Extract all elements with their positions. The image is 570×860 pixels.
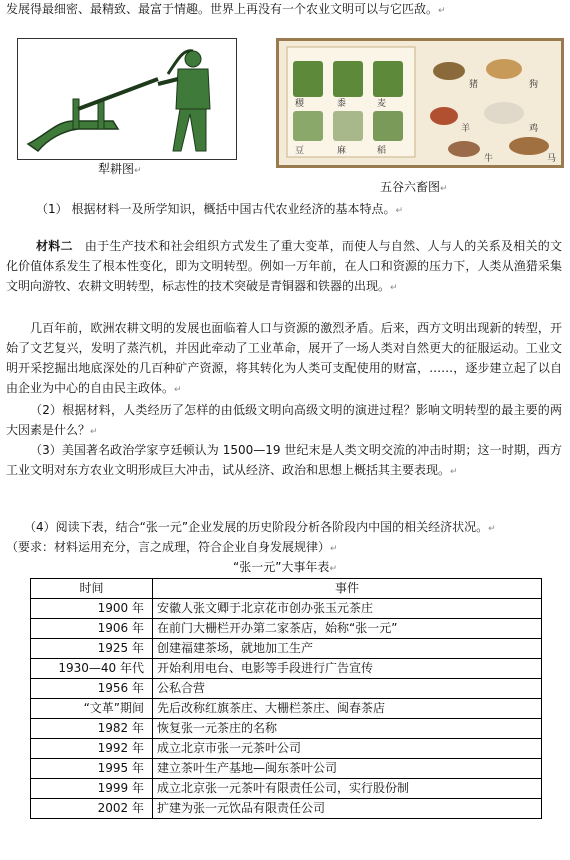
cell-event: 恢复张一元茶庄的名称: [153, 719, 542, 739]
animal-label: 鸡: [529, 124, 539, 134]
cell-event: 扩建为张一元饮品有限责任公司: [153, 799, 542, 819]
plow-figure-caption: 犁耕图↵: [98, 162, 142, 176]
cell-time: 1992 年: [31, 739, 153, 759]
cell-time: 1906 年: [31, 619, 153, 639]
question-4-line-1: （4）阅读下表，结合“张一元”企业发展的历史阶段分析各阶段内中国的相关经济状况。↵: [24, 520, 496, 534]
cell-time: 1900 年: [31, 599, 153, 619]
cell-time: 1930—40 年代: [31, 659, 153, 679]
cell-time: 1925 年: [31, 639, 153, 659]
cell-event: 成立北京张一元茶叶有限责任公司，实行股份制: [153, 779, 542, 799]
animal-label: 猪: [469, 80, 479, 90]
table-row: [31, 619, 542, 639]
plow-illustration: [17, 38, 237, 160]
animal-label: 牛: [484, 154, 494, 164]
table-row: [31, 639, 542, 659]
question-2: （2）根据材料，人类经历了怎样的由低级文明向高级文明的演进过程？影响文明转型的最主要的两大因素是什么？↵: [6, 403, 562, 437]
question-1: （1） 根据材料一及所学知识，概括中国古代农业经济的基本特点。↵: [36, 202, 403, 216]
question-4-line-2: （要求：材料运用充分，言之成理，符合企业自身发展规律）↵: [6, 540, 338, 554]
intro-text-line: 发展得最细密、最精致、最富于情趣。世界上再没有一个农业文明可以与它匹敌。↵: [6, 2, 446, 16]
cell-event: 成立北京市张一元茶叶公司: [153, 739, 542, 759]
table-header-row: [31, 579, 542, 599]
material-2-paragraph-2: 几百年前，欧洲农耕文明的发展也面临着人口与资源的激烈矛盾。后来，西方文明出现新的转型，开始了文艺复兴，发明了蒸汽机，并因此牵动了工业革命，展开了一场人类对自然更大的征服运动。工业文明开采挖掘出地底深处的几百种矿产资源，将其转化为人类可支配使用的财富，……，逐步建立起了以自由企业为中心的自由民主政体。↵: [6, 321, 562, 395]
table-row: [31, 599, 542, 619]
crop-label: 麻: [337, 146, 347, 156]
question-3: （3）美国著名政治学家亨廷顿认为 1500—19 世纪末是人类文明交流的冲击时期；这一时期，西方工业文明对东方农业文明形成巨大冲击，试从经济、政治和思想上概括其主要表现。↵: [6, 443, 562, 477]
cell-event: 开始利用电台、电影等手段进行广告宣传: [153, 659, 542, 679]
cell-time: “文革”期间: [31, 699, 153, 719]
cell-time: 1956 年: [31, 679, 153, 699]
table-row: [31, 699, 542, 719]
header-event: 事件: [153, 579, 542, 599]
crop-label: 麦: [377, 99, 387, 109]
table-row: [31, 799, 542, 819]
material-2-paragraph-1: 材料二 由于生产技术和社会组织方式发生了重大变革，而使人与自然、人与人的关系及相关的文化价值体系发生了根本性变化，即为文明转型。例如一万年前，在人口和资源的压力下，人类从渔猎采集文明向游牧、农耕文明转型，标志性的技术突破是青铜器和铁器的出现。↵: [6, 239, 562, 293]
grains-animals-drawing: [279, 41, 561, 165]
table-row: [31, 739, 542, 759]
crop-label: 稷: [295, 99, 305, 109]
crop-label: 黍: [337, 99, 347, 109]
header-time: 时间: [31, 579, 153, 599]
five-grains-six-animals-illustration: [276, 38, 564, 168]
table-row: [31, 759, 542, 779]
animal-label: 羊: [461, 124, 471, 134]
animal-label: 马: [547, 154, 557, 164]
cell-event: 安徽人张文卿于北京花市创办张玉元茶庄: [153, 599, 542, 619]
cell-time: 1999 年: [31, 779, 153, 799]
table-row: [31, 679, 542, 699]
crops-figure-caption: 五谷六畜图↵: [380, 180, 448, 194]
cell-event: 创建福建茶场，就地加工生产: [153, 639, 542, 659]
table-row: [31, 779, 542, 799]
cell-time: 1995 年: [31, 759, 153, 779]
crop-label: 稻: [377, 146, 387, 156]
table-title: “张一元”大事年表↵: [233, 560, 337, 574]
table-row: [31, 659, 542, 679]
cell-time: 2002 年: [31, 799, 153, 819]
table-row: [31, 719, 542, 739]
cell-event: 先后改称红旗茶庄、大栅栏茶庄、闽春茶店: [153, 699, 542, 719]
animal-label: 狗: [529, 80, 539, 90]
events-timeline-table: [30, 578, 542, 819]
cell-event: 建立茶叶生产基地—闽东茶叶公司: [153, 759, 542, 779]
plow-drawing: [18, 39, 236, 159]
cell-event: 公私合营: [153, 679, 542, 699]
cell-time: 1982 年: [31, 719, 153, 739]
crop-label: 豆: [295, 146, 305, 156]
cell-event: 在前门大栅栏开办第二家茶店，始称“张一元”: [153, 619, 542, 639]
